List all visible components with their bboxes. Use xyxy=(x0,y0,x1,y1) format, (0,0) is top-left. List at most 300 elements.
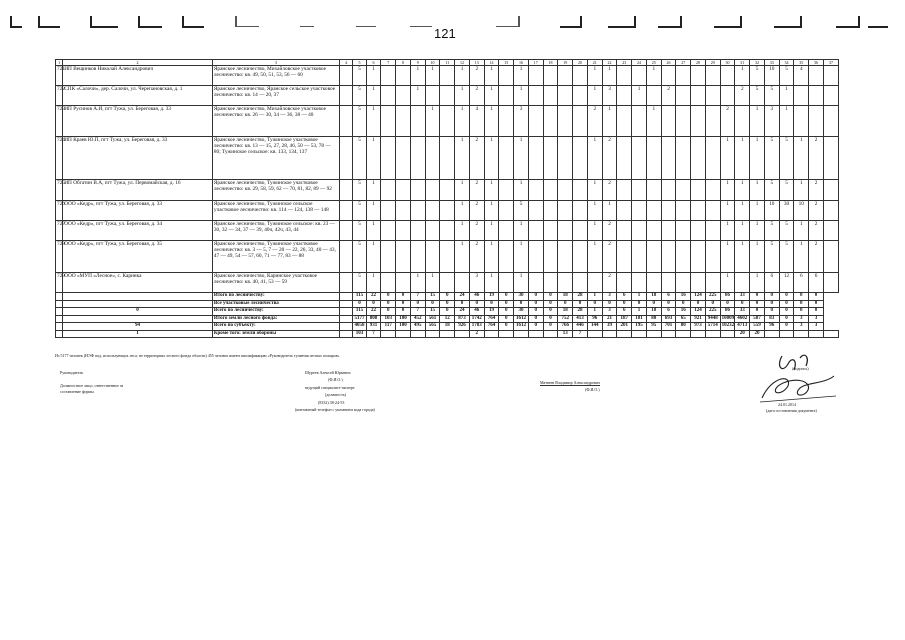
value-cell: 1 xyxy=(514,180,529,201)
summary-value: 766 xyxy=(558,323,573,331)
summary-label: Всего по лесничеству: xyxy=(212,308,339,316)
table-row xyxy=(56,241,839,273)
row-number: 729 xyxy=(56,273,63,293)
summary-value xyxy=(396,330,411,338)
value-cell xyxy=(823,221,838,241)
value-cell: 1 xyxy=(720,201,735,221)
value-cell: 30 xyxy=(779,201,794,221)
summary-value: 565 xyxy=(425,323,440,331)
forest-area: Яранское лесничество, Михайловское участковое лесничество: кв. 26 — 30, 34 — 36, 38 — 40 xyxy=(212,106,339,137)
summary-label: Итого по лесничеству: xyxy=(212,293,339,301)
value-cell xyxy=(339,221,352,241)
summary-value: 0 xyxy=(809,300,824,308)
value-cell xyxy=(528,273,543,293)
table-row xyxy=(56,221,839,241)
value-cell xyxy=(396,241,411,273)
value-cell xyxy=(528,86,543,106)
summary-value: 0 xyxy=(366,300,381,308)
value-cell xyxy=(558,106,573,137)
forest-area: Яранское лесничество, Михайловское участковое лесничество: кв. 49, 50, 51, 53, 56 — 60 xyxy=(212,66,339,86)
value-cell: 1 xyxy=(750,221,765,241)
summary-value: 0 xyxy=(381,300,396,308)
value-cell: 1 xyxy=(455,201,470,221)
summary-value xyxy=(764,330,779,338)
signature-caption: (подпись) xyxy=(792,366,809,371)
value-cell xyxy=(396,137,411,180)
value-cell xyxy=(339,106,352,137)
summary-blank xyxy=(56,308,63,316)
summary-value: 0 xyxy=(705,300,720,308)
value-cell: 1 xyxy=(632,86,647,106)
value-cell xyxy=(543,221,558,241)
value-cell: 2 xyxy=(809,137,824,180)
summary-value: 973 xyxy=(691,323,706,331)
value-cell xyxy=(794,86,809,106)
summary-row xyxy=(56,315,839,323)
summary-value xyxy=(617,330,632,338)
value-cell xyxy=(440,273,455,293)
column-number-30: 30 xyxy=(720,60,735,66)
value-cell xyxy=(425,221,440,241)
value-cell: 2 xyxy=(469,66,484,86)
value-cell xyxy=(381,201,396,221)
value-cell: 1 xyxy=(750,137,765,180)
value-cell xyxy=(661,201,676,221)
value-cell xyxy=(691,241,706,273)
value-cell: 1 xyxy=(735,241,750,273)
forest-area: Яранское лесничество, Яранское сельское участковое лесничество: кв. 14 — 20, 37 xyxy=(212,86,339,106)
value-cell xyxy=(705,180,720,201)
value-cell xyxy=(440,201,455,221)
summary-value: 83 xyxy=(764,315,779,323)
summary-value: 16 xyxy=(676,308,691,316)
summary-value: 9448 xyxy=(705,315,720,323)
value-cell: 1 xyxy=(484,221,499,241)
summary-value: 12 xyxy=(440,315,455,323)
value-cell xyxy=(632,241,647,273)
value-cell: 1 xyxy=(514,137,529,180)
value-cell: 2 xyxy=(735,86,750,106)
summary-value: 28 xyxy=(573,293,588,301)
summary-value: 0 xyxy=(528,293,543,301)
value-cell xyxy=(573,86,588,106)
summary-value: 0 xyxy=(425,300,440,308)
summary-value xyxy=(425,330,440,338)
value-cell xyxy=(646,273,661,293)
value-cell xyxy=(381,180,396,201)
value-cell xyxy=(823,86,838,106)
value-cell: 5 xyxy=(353,106,366,137)
summary-value: 0 xyxy=(794,293,809,301)
value-cell xyxy=(705,86,720,106)
value-cell: 5 xyxy=(750,86,765,106)
value-cell xyxy=(396,106,411,137)
summary-row xyxy=(56,300,839,308)
value-cell xyxy=(617,201,632,221)
summary-value: 6 xyxy=(661,308,676,316)
value-cell xyxy=(823,106,838,137)
head-name: Шуреев Алексей Юрьевич xyxy=(305,370,351,375)
summary-value: 1612 xyxy=(514,315,529,323)
value-cell xyxy=(617,180,632,201)
summary-value xyxy=(440,330,455,338)
value-cell xyxy=(809,66,824,86)
value-cell: 1 xyxy=(720,221,735,241)
value-cell xyxy=(617,273,632,293)
table-row xyxy=(56,66,839,86)
value-cell xyxy=(573,180,588,201)
value-cell: 5 xyxy=(353,180,366,201)
value-cell xyxy=(440,241,455,273)
summary-value: 561 xyxy=(425,315,440,323)
value-cell: 1 xyxy=(455,66,470,86)
column-number-17: 17 xyxy=(528,60,543,66)
column-number-4: 4 xyxy=(339,60,352,66)
summary-value xyxy=(339,300,352,308)
value-cell: 2 xyxy=(469,137,484,180)
value-cell xyxy=(528,241,543,273)
summary-value: 693 xyxy=(661,315,676,323)
summary-value: 30 xyxy=(514,308,529,316)
value-cell: 1 xyxy=(366,241,381,273)
tenant-name: ИП Обгатин В.А, пгт Тужа, ул. Первомайская, д. 16 xyxy=(63,180,213,201)
summary-value: 225 xyxy=(705,308,720,316)
value-cell xyxy=(543,273,558,293)
value-cell xyxy=(632,221,647,241)
value-cell xyxy=(661,273,676,293)
value-cell xyxy=(646,137,661,180)
value-cell: 1 xyxy=(425,106,440,137)
summary-value: 86 xyxy=(720,293,735,301)
row-number: 723 xyxy=(56,106,63,137)
summary-value: 0 xyxy=(779,293,794,301)
summary-value: 0 xyxy=(779,300,794,308)
value-cell xyxy=(632,180,647,201)
column-number-34: 34 xyxy=(779,60,794,66)
value-cell: 1 xyxy=(602,106,617,137)
summary-value: 0 xyxy=(455,300,470,308)
value-cell xyxy=(558,66,573,86)
column-number-11: 11 xyxy=(440,60,455,66)
summary-row xyxy=(56,293,839,301)
summary-value: 30 xyxy=(514,293,529,301)
value-cell: 2 xyxy=(661,86,676,106)
value-cell xyxy=(396,221,411,241)
value-cell xyxy=(425,201,440,221)
phone-caption: (контактный телефон с указанием кода города) xyxy=(295,407,375,412)
summary-lead xyxy=(63,300,213,308)
summary-value: 96 xyxy=(587,315,602,323)
summary-value: 19 xyxy=(484,293,499,301)
value-cell xyxy=(558,273,573,293)
summary-value: 446 xyxy=(573,323,588,331)
value-cell: 5 xyxy=(353,201,366,221)
summary-value: 96 xyxy=(764,323,779,331)
value-cell xyxy=(543,106,558,137)
value-cell: 2 xyxy=(469,201,484,221)
summary-value: 7 xyxy=(573,330,588,338)
summary-value: 0 xyxy=(543,323,558,331)
value-cell xyxy=(558,201,573,221)
summary-value: 124 xyxy=(691,293,706,301)
value-cell: 5 xyxy=(750,66,765,86)
tenant-name: ООО «Кедр», пгт Тужа, ул. Береговая, д. 34 xyxy=(63,221,213,241)
summary-value: 921 xyxy=(691,315,706,323)
value-cell xyxy=(676,241,691,273)
value-cell: 1 xyxy=(366,221,381,241)
summary-blank xyxy=(56,300,63,308)
value-cell xyxy=(396,180,411,201)
summary-value xyxy=(691,330,706,338)
tenant-name: ИП Краев Ю.П, пгт Тужа, ул. Береговая, д. 33 xyxy=(63,137,213,180)
summary-value: 1783 xyxy=(469,323,484,331)
value-cell: 6 xyxy=(794,273,809,293)
summary-value: 0 xyxy=(779,323,794,331)
summary-value: 4713 xyxy=(735,323,750,331)
middle-name: Матвеев Владимир Александрович xyxy=(540,380,600,385)
value-cell xyxy=(381,241,396,273)
document-date-caption: (дата составления документа) xyxy=(766,408,817,413)
summary-blank xyxy=(56,315,63,323)
summary-value: 3 xyxy=(809,323,824,331)
value-cell xyxy=(558,221,573,241)
summary-value: 18 xyxy=(646,308,661,316)
value-cell: 1 xyxy=(366,180,381,201)
summary-value: 0 xyxy=(499,293,514,301)
document-date: 24.01.2014 xyxy=(778,402,796,407)
value-cell xyxy=(661,66,676,86)
summary-value: 0 xyxy=(794,308,809,316)
value-cell xyxy=(558,137,573,180)
summary-value: 13 xyxy=(558,330,573,338)
value-cell: 1 xyxy=(366,137,381,180)
value-cell xyxy=(381,137,396,180)
summary-value xyxy=(381,330,396,338)
summary-value xyxy=(410,330,425,338)
summary-value: 1 xyxy=(632,293,647,301)
summary-value: 7 xyxy=(410,308,425,316)
value-cell xyxy=(410,221,425,241)
summary-value: 495 xyxy=(410,323,425,331)
summary-value: 6 xyxy=(617,308,632,316)
summary-label: Кроме того: земли обороны xyxy=(212,330,339,338)
summary-value: 7 xyxy=(410,293,425,301)
summary-value: 18 xyxy=(440,323,455,331)
value-cell: 1 xyxy=(484,241,499,273)
value-cell: 1 xyxy=(587,241,602,273)
summary-value: 1 xyxy=(632,308,647,316)
summary-value: 0 xyxy=(353,300,366,308)
value-cell xyxy=(691,137,706,180)
value-cell xyxy=(339,201,352,221)
value-cell xyxy=(339,86,352,106)
value-cell: 10 xyxy=(794,201,809,221)
value-cell xyxy=(410,137,425,180)
summary-value: 0 xyxy=(764,308,779,316)
value-cell xyxy=(528,221,543,241)
summary-value: 0 xyxy=(543,300,558,308)
value-cell xyxy=(705,273,720,293)
summary-value: 3 xyxy=(809,315,824,323)
forest-area: Яранское лесничество, Каринское участковое лесничество: кв. 40, 41, 53 — 59 xyxy=(212,273,339,293)
forest-area: Яранское лесничество, Тужинское сельское: кв. 23 — 30, 32 — 34, 37 — 39, 40ч, 42ч, 43, 44 xyxy=(212,221,339,241)
value-cell xyxy=(705,106,720,137)
summary-value: 0 xyxy=(646,300,661,308)
row-number: 727 xyxy=(56,221,63,241)
value-cell xyxy=(705,221,720,241)
value-cell: 1 xyxy=(410,273,425,293)
summary-value: 6 xyxy=(617,293,632,301)
summary-value: 15 xyxy=(425,308,440,316)
value-cell xyxy=(617,86,632,106)
tenant-name: ООО «МУП «Лесное», с. Каринка xyxy=(63,273,213,293)
value-cell: 1 xyxy=(484,273,499,293)
tenant-name: ООО «Кедр», пгт Тужа, ул. Береговая, д. 33 xyxy=(63,201,213,221)
value-cell: 3 xyxy=(602,86,617,106)
value-cell xyxy=(339,241,352,273)
value-cell: 1 xyxy=(735,66,750,86)
summary-lead: 1 xyxy=(63,330,213,338)
value-cell xyxy=(573,106,588,137)
value-cell xyxy=(499,137,514,180)
summary-value: 587 xyxy=(750,315,765,323)
column-number-21: 21 xyxy=(587,60,602,66)
summary-value: 559 xyxy=(750,323,765,331)
value-cell xyxy=(425,86,440,106)
value-cell: 10 xyxy=(764,201,779,221)
summary-value: 808 xyxy=(366,315,381,323)
summary-value: 752 xyxy=(558,315,573,323)
summary-value: 46 xyxy=(469,293,484,301)
value-cell: 2 xyxy=(809,221,824,241)
summary-value: 225 xyxy=(705,293,720,301)
summary-value xyxy=(528,330,543,338)
value-cell: 1 xyxy=(514,241,529,273)
value-cell: 2 xyxy=(809,180,824,201)
summary-value: 21 xyxy=(602,315,617,323)
value-cell xyxy=(632,201,647,221)
value-cell xyxy=(381,221,396,241)
value-cell: 1 xyxy=(602,66,617,86)
value-cell xyxy=(440,221,455,241)
summary-value: 0 xyxy=(691,300,706,308)
summary-value: 4602 xyxy=(735,315,750,323)
value-cell xyxy=(823,241,838,273)
value-cell xyxy=(410,241,425,273)
column-number-13: 13 xyxy=(469,60,484,66)
column-number-29: 29 xyxy=(705,60,720,66)
value-cell: 1 xyxy=(587,180,602,201)
row-number: 722 xyxy=(56,86,63,106)
summary-value: 1612 xyxy=(514,323,529,331)
value-cell xyxy=(440,180,455,201)
value-cell xyxy=(646,180,661,201)
summary-value: 0 xyxy=(396,308,411,316)
value-cell: 2 xyxy=(602,137,617,180)
value-cell xyxy=(661,106,676,137)
summary-value: 1 xyxy=(587,308,602,316)
summary-value: 873 xyxy=(455,315,470,323)
value-cell: 1 xyxy=(646,66,661,86)
value-cell xyxy=(499,241,514,273)
value-cell: 5 xyxy=(779,137,794,180)
summary-value xyxy=(602,330,617,338)
value-cell: 1 xyxy=(720,180,735,201)
value-cell: 1 xyxy=(425,66,440,86)
value-cell: 2 xyxy=(809,241,824,273)
value-cell: 1 xyxy=(794,137,809,180)
value-cell: 1 xyxy=(750,273,765,293)
summary-value: 0 xyxy=(809,293,824,301)
value-cell: 5 xyxy=(779,221,794,241)
summary-value: 452 xyxy=(410,315,425,323)
value-cell: 1 xyxy=(794,221,809,241)
value-cell xyxy=(676,201,691,221)
value-cell xyxy=(823,66,838,86)
summary-value: 0 xyxy=(381,293,396,301)
value-cell xyxy=(661,241,676,273)
summary-value: 0 xyxy=(558,300,573,308)
value-cell xyxy=(543,241,558,273)
value-cell xyxy=(646,241,661,273)
value-cell: 1 xyxy=(720,273,735,293)
table-row xyxy=(56,273,839,293)
value-cell: 1 xyxy=(410,66,425,86)
summary-value: 0 xyxy=(469,300,484,308)
value-cell: 2 xyxy=(469,86,484,106)
summary-value: 0 xyxy=(573,300,588,308)
value-cell xyxy=(691,66,706,86)
value-cell xyxy=(691,180,706,201)
summary-value: 5714 xyxy=(705,323,720,331)
value-cell: 5 xyxy=(764,137,779,180)
summary-value: 0 xyxy=(676,300,691,308)
tenant-name: ИП Вещинков Николай Александрович xyxy=(63,66,213,86)
value-cell xyxy=(528,137,543,180)
value-cell xyxy=(720,66,735,86)
value-cell xyxy=(499,180,514,201)
summary-value: 18 xyxy=(646,293,661,301)
summary-value xyxy=(646,330,661,338)
summary-value: 33 xyxy=(735,293,750,301)
footnote: Из 5177 человек (ИЭФ под, использующих леса, не территориях лесного фонда области) 455 человек имеют квалификацию «Руководитель тушения лесных пожаров» xyxy=(55,353,340,358)
summary-value xyxy=(339,330,352,338)
value-cell: 12 xyxy=(779,273,794,293)
column-number-5: 5 xyxy=(353,60,366,66)
summary-value: 0 xyxy=(750,300,765,308)
column-number-3: 3 xyxy=(212,60,339,66)
summary-value: 0 xyxy=(764,293,779,301)
summary-label: Все участковые лесничества xyxy=(212,300,339,308)
summary-row xyxy=(56,330,839,338)
summary-value xyxy=(676,330,691,338)
summary-value: 0 xyxy=(381,308,396,316)
summary-value: 0 xyxy=(602,300,617,308)
summary-value: 0 xyxy=(750,293,765,301)
column-number-8: 8 xyxy=(396,60,411,66)
value-cell: 5 xyxy=(353,221,366,241)
summary-value: 115 xyxy=(353,293,366,301)
value-cell xyxy=(809,86,824,106)
value-cell: 1 xyxy=(455,180,470,201)
value-cell xyxy=(632,273,647,293)
value-cell xyxy=(646,221,661,241)
value-cell xyxy=(573,221,588,241)
row-number: 721 xyxy=(56,66,63,86)
summary-value: 20 xyxy=(750,330,765,338)
summary-value: 39 xyxy=(602,323,617,331)
value-cell: 1 xyxy=(366,106,381,137)
